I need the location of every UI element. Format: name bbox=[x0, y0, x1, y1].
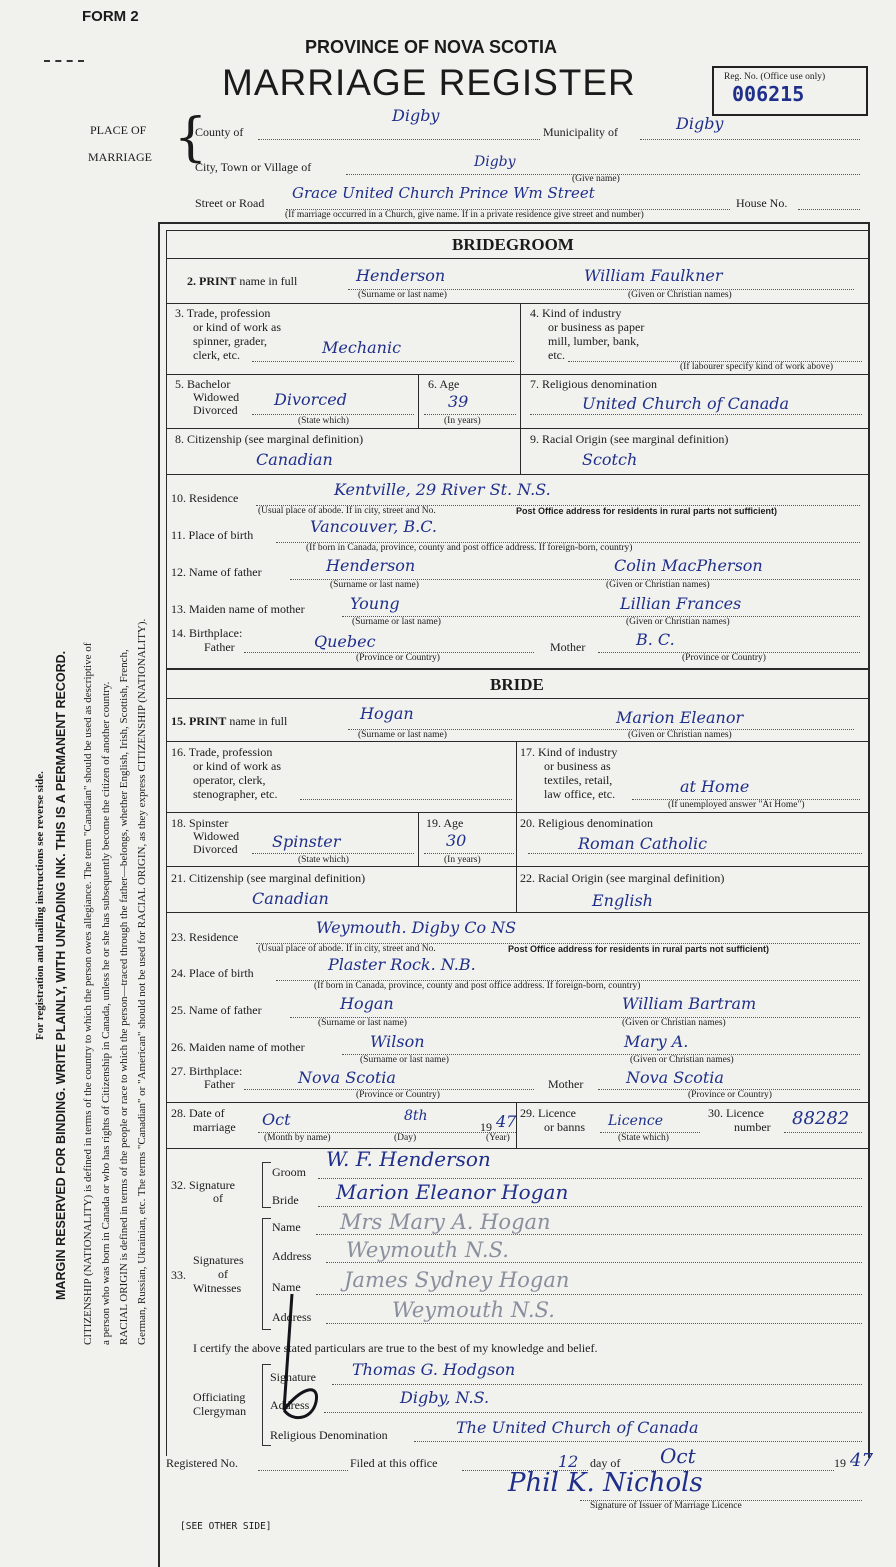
denomination-label: Religious Denomination bbox=[270, 1428, 388, 1442]
bride-father-label: 25. Name of father bbox=[171, 1003, 262, 1017]
groom-f3-l3: spinner, grader, bbox=[193, 334, 268, 348]
witness-label-1: Signatures bbox=[193, 1253, 244, 1267]
bride-res-note-a: (Usual place of abode. If in city, street and No. bbox=[258, 944, 436, 954]
day-caption: (Day) bbox=[394, 1133, 417, 1143]
bride-father-prov-cap: (Province or Country) bbox=[356, 1090, 440, 1100]
officiating-label-1: Officiating bbox=[193, 1390, 246, 1404]
bride-birthplace27-label: 27. Birthplace: bbox=[171, 1064, 243, 1078]
groom-father-label: 12. Name of father bbox=[171, 565, 262, 579]
clergy-sig-label: Signature bbox=[270, 1370, 316, 1384]
filed-year-prefix: 19 bbox=[834, 1456, 846, 1470]
groom-father-surname-cap: (Surname or last name) bbox=[330, 580, 419, 590]
groom-f14-mother: Mother bbox=[550, 640, 586, 654]
bride-mother-birthplace: Nova Scotia bbox=[626, 1068, 724, 1087]
witness1-address: Weymouth N.S. bbox=[346, 1238, 509, 1262]
sig-bracket bbox=[262, 1162, 271, 1208]
bride-birthplace-label: 24. Place of birth bbox=[171, 966, 254, 980]
bride-f16-l1: 16. Trade, profession bbox=[171, 745, 273, 759]
groom-given: William Faulkner bbox=[584, 266, 723, 285]
city-value: Digby bbox=[474, 154, 516, 170]
reg-number-label: Reg. No. (Office use only) bbox=[724, 72, 826, 82]
bride-racial-label: 22. Racial Origin (see marginal definition) bbox=[520, 871, 725, 885]
filed-label: Filed at this office bbox=[350, 1456, 438, 1470]
groom-racial: Scotch bbox=[582, 450, 638, 469]
groom-birthplace-label: 11. Place of birth bbox=[171, 528, 254, 542]
street-caption: (If marriage occurred in a Church, give name. If in a private residence give street and number) bbox=[285, 210, 644, 220]
groom-name-label: 2. PRINT name in full bbox=[187, 274, 298, 288]
dash-marks bbox=[44, 60, 84, 64]
reg-number-box bbox=[712, 66, 868, 116]
frame-inner-left bbox=[166, 230, 167, 1456]
bride-f16-l2: or kind of work as bbox=[193, 759, 281, 773]
municipality-value: Digby bbox=[676, 114, 724, 133]
bride-religion: Roman Catholic bbox=[578, 834, 708, 853]
w1-address-label: Address bbox=[272, 1249, 312, 1263]
clergy-signature: Thomas G. Hodgson bbox=[352, 1360, 516, 1379]
bride-mother-prov-cap: (Province or Country) bbox=[688, 1090, 772, 1100]
groom-f4-l4: etc. bbox=[548, 348, 565, 362]
filed-day: 12 bbox=[558, 1452, 579, 1471]
groom-heading: BRIDEGROOM bbox=[452, 235, 574, 254]
sig32-label-2: of bbox=[213, 1191, 223, 1205]
bride-f18-l3: Divorced bbox=[193, 842, 238, 856]
issuer-caption: Signature of Issuer of Marriage Licence bbox=[590, 1501, 742, 1511]
date-label-2: marriage bbox=[193, 1120, 236, 1134]
groom-mother-birthplace: B. C. bbox=[636, 630, 675, 649]
groom-racial-label: 9. Racial Origin (see marginal definition) bbox=[530, 432, 729, 446]
bride-signature: Marion Eleanor Hogan bbox=[336, 1180, 569, 1204]
witness-label-2: of bbox=[218, 1267, 228, 1281]
bride-father-surname-cap: (Surname or last name) bbox=[318, 1018, 407, 1028]
w2-address-label: Address bbox=[272, 1310, 312, 1324]
groom-surname: Henderson bbox=[356, 266, 446, 285]
groom-citizenship: Canadian bbox=[256, 450, 333, 469]
form-number: FORM 2 bbox=[82, 8, 139, 25]
bride-mother-surname-cap: (Surname or last name) bbox=[360, 1055, 449, 1065]
groom-in-years: (In years) bbox=[444, 416, 481, 426]
reg-number-value: 006215 bbox=[732, 82, 805, 106]
groom-religion: United Church of Canada bbox=[582, 394, 790, 413]
groom-father-surname: Henderson bbox=[326, 556, 416, 575]
bride-industry: at Home bbox=[680, 777, 750, 796]
issuer-signature: Phil K. Nichols bbox=[508, 1468, 703, 1498]
w1-name-label: Name bbox=[272, 1220, 301, 1234]
marriage-year: 47 bbox=[496, 1112, 517, 1131]
place-heading-2: MARRIAGE bbox=[88, 150, 153, 164]
groom-father-birthplace: Quebec bbox=[314, 632, 376, 651]
groom-mother-label: 13. Maiden name of mother bbox=[171, 602, 305, 616]
groom-f4-note: (If labourer specify kind of work above) bbox=[680, 362, 833, 372]
month-caption: (Month by name) bbox=[264, 1133, 331, 1143]
bride-given: Marion Eleanor bbox=[616, 708, 744, 727]
groom-trade: Mechanic bbox=[322, 338, 402, 357]
bride-mother-given-cap: (Given or Christian names) bbox=[630, 1055, 734, 1065]
groom-sig-label: Groom bbox=[272, 1165, 306, 1179]
bride-citizenship: Canadian bbox=[252, 889, 329, 908]
groom-mother-surname: Young bbox=[350, 594, 400, 613]
witness2-name: James Sydney Hogan bbox=[344, 1268, 570, 1292]
surname-caption: (Surname or last name) bbox=[358, 290, 447, 300]
groom-mother-given-cap: (Given or Christian names) bbox=[626, 617, 730, 627]
date-label-1: 28. Date of bbox=[171, 1106, 225, 1120]
groom-f3-l2: or kind of work as bbox=[193, 320, 281, 334]
groom-mother-given: Lillian Frances bbox=[620, 594, 742, 613]
filed-year: 47 bbox=[850, 1450, 873, 1471]
pen-mark bbox=[270, 1290, 340, 1430]
frame-right bbox=[868, 222, 870, 1458]
bride-f17-note: (If unemployed answer "At Home") bbox=[668, 800, 805, 810]
place-heading-1: PLACE OF bbox=[90, 123, 147, 137]
bride-mother-label: 26. Maiden name of mother bbox=[171, 1040, 305, 1054]
groom-f4-l3: mill, lumber, bank, bbox=[548, 334, 640, 348]
bride-father-given: William Bartram bbox=[622, 994, 757, 1013]
groom-res-note-a: (Usual place of abode. If in city, street and No. bbox=[258, 506, 436, 516]
margin-line-6: German, Russian, Ukrainian, etc. The terms "Canadian" or "American" should not be used for RACIAL ORIGIN, as they express CITIZENSHIP (NATIONALITY). bbox=[136, 618, 148, 1345]
groom-citizenship-label: 8. Citizenship (see marginal definition) bbox=[175, 432, 364, 446]
groom-f5-l3: Divorced bbox=[193, 403, 238, 417]
bride-father-surname: Hogan bbox=[340, 994, 394, 1013]
bride-racial: English bbox=[592, 891, 653, 910]
groom-birthplace: Vancouver, B.C. bbox=[310, 517, 437, 536]
frame-outer-left bbox=[158, 222, 160, 1567]
year-prefix: 19 bbox=[480, 1120, 492, 1134]
witness1-name: Mrs Mary A. Hogan bbox=[340, 1210, 551, 1234]
bride-f17-l4: law office, etc. bbox=[544, 787, 616, 801]
bride-age-label: 19. Age bbox=[426, 816, 464, 830]
margin-line-2: MARGIN RESERVED FOR BINDING. WRITE PLAINLY, WITH UNFADING INK. THIS IS A PERMANENT RECORD. bbox=[54, 650, 68, 1300]
bride-marital-status: Spinster bbox=[272, 832, 341, 851]
day-of-label: day of bbox=[590, 1456, 621, 1470]
page-title: MARRIAGE REGISTER bbox=[222, 62, 636, 103]
w2-name-label: Name bbox=[272, 1280, 301, 1294]
city-label: City, Town or Village of bbox=[195, 160, 312, 174]
bride-f16-l3: operator, clerk, bbox=[193, 773, 266, 787]
groom-religion-label: 7. Religious denomination bbox=[530, 377, 657, 391]
bride-f17-l1: 17. Kind of industry bbox=[520, 745, 618, 759]
licence-label-2: or banns bbox=[544, 1120, 585, 1134]
municipality-label: Municipality of bbox=[543, 125, 618, 139]
licence-number-label-2: number bbox=[734, 1120, 771, 1134]
bride-mother-given: Mary A. bbox=[624, 1032, 689, 1051]
groom-f4-l2: or business as paper bbox=[548, 320, 645, 334]
bride-res-note-b: Post Office address for residents in rural parts not sufficient) bbox=[508, 944, 770, 954]
licence-type: Licence bbox=[608, 1113, 664, 1129]
sig33-label: 33. bbox=[171, 1268, 186, 1282]
bride-surname: Hogan bbox=[360, 704, 414, 723]
province-title: PROVINCE OF NOVA SCOTIA bbox=[305, 37, 558, 57]
bride-f27-father: Father bbox=[204, 1077, 235, 1091]
groom-res-note-b: Post Office address for residents in rural parts not sufficient) bbox=[516, 506, 778, 516]
licence-label-1: 29. Licence bbox=[520, 1106, 576, 1120]
bride-birth-note: (If born in Canada, province, county and post office address. If foreign-born, country) bbox=[314, 981, 641, 991]
groom-residence-label: 10. Residence bbox=[171, 491, 239, 505]
bride-sig-label: Bride bbox=[272, 1193, 299, 1207]
margin-line-3: CITIZENSHIP (NATIONALITY) is defined in terms of the country to which the person owes allegiance. The term "Canadian" should be used as descriptive of bbox=[82, 642, 94, 1345]
groom-state-which: (State which) bbox=[298, 416, 349, 426]
bride-mother-surname: Wilson bbox=[370, 1032, 425, 1051]
groom-f3-l4: clerk, etc. bbox=[193, 348, 240, 362]
bride-heading: BRIDE bbox=[490, 675, 544, 694]
bride-surname-cap: (Surname or last name) bbox=[358, 730, 447, 740]
groom-father-given-cap: (Given or Christian names) bbox=[606, 580, 710, 590]
bride-citizenship-label: 21. Citizenship (see marginal definition) bbox=[171, 871, 366, 885]
groom-f5-l1: 5. Bachelor bbox=[175, 377, 231, 391]
groom-age: 39 bbox=[448, 392, 469, 411]
groom-father-given: Colin MacPherson bbox=[614, 556, 763, 575]
year-caption: (Year) bbox=[486, 1133, 510, 1143]
street-value: Grace United Church Prince Wm Street bbox=[292, 184, 595, 202]
groom-birth-note: (If born in Canada, province, county and post office address. If foreign-born, country) bbox=[306, 543, 633, 553]
bride-f17-l3: textiles, retail, bbox=[544, 773, 613, 787]
clergy-address-label: Address bbox=[270, 1398, 310, 1412]
clergy-denomination: The United Church of Canada bbox=[456, 1418, 699, 1437]
bride-f27-mother: Mother bbox=[548, 1077, 584, 1091]
bride-father-birthplace: Nova Scotia bbox=[298, 1068, 396, 1087]
house-label: House No. bbox=[736, 196, 788, 210]
place-brace: { bbox=[174, 108, 208, 168]
city-caption: (Give name) bbox=[572, 174, 620, 184]
frame-top bbox=[158, 222, 870, 224]
county-value: Digby bbox=[392, 106, 440, 125]
county-label: County of bbox=[195, 125, 244, 139]
filed-month: Oct bbox=[660, 1444, 696, 1468]
margin-line-1: For registration and mailing instructions see reverse side. bbox=[34, 771, 46, 1040]
groom-age-label: 6. Age bbox=[428, 377, 460, 391]
bride-state-which: (State which) bbox=[298, 855, 349, 865]
registered-no-label: Registered No. bbox=[166, 1456, 238, 1470]
groom-mother-prov-cap: (Province or Country) bbox=[682, 653, 766, 663]
bride-residence-label: 23. Residence bbox=[171, 930, 239, 944]
sig32-label-1: 32. Signature bbox=[171, 1178, 235, 1192]
bride-residence: Weymouth. Digby Co NS bbox=[316, 918, 517, 937]
groom-f5-l2: Widowed bbox=[193, 390, 240, 404]
see-other-side: [SEE OTHER SIDE] bbox=[180, 1521, 272, 1532]
groom-signature: W. F. Henderson bbox=[326, 1147, 491, 1171]
bride-f16-l4: stenographer, etc. bbox=[193, 787, 278, 801]
groom-f4-l1: 4. Kind of industry bbox=[530, 306, 622, 320]
groom-mother-surname-cap: (Surname or last name) bbox=[352, 617, 441, 627]
bride-f17-l2: or business as bbox=[544, 759, 611, 773]
bride-name-label: 15. PRINT name in full bbox=[171, 714, 288, 728]
witness-label-3: Witnesses bbox=[193, 1281, 242, 1295]
clergy-address: Digby, N.S. bbox=[400, 1388, 490, 1407]
marriage-month: Oct bbox=[262, 1110, 291, 1129]
bride-in-years: (In years) bbox=[444, 855, 481, 865]
groom-birthplace14-label: 14. Birthplace: bbox=[171, 626, 243, 640]
bride-birthplace: Plaster Rock. N.B. bbox=[328, 955, 476, 974]
groom-marital-status: Divorced bbox=[274, 390, 347, 409]
marriage-day: 8th bbox=[404, 1108, 428, 1124]
groom-f3-l1: 3. Trade, profession bbox=[175, 306, 271, 320]
bride-f18-l2: Widowed bbox=[193, 829, 240, 843]
given-caption: (Given or Christian names) bbox=[628, 290, 732, 300]
groom-residence: Kentville, 29 River St. N.S. bbox=[334, 480, 551, 499]
street-label: Street or Road bbox=[195, 196, 265, 210]
margin-line-4: a person who was born in Canada or who has rights of Citizenship in Canada, unless he or she has subsequently become the citizen of another country. bbox=[100, 681, 112, 1345]
bride-age: 30 bbox=[446, 831, 467, 850]
bride-religion-label: 20. Religious denomination bbox=[520, 816, 653, 830]
licence-number: 88282 bbox=[792, 1108, 850, 1129]
bride-father-given-cap: (Given or Christian names) bbox=[622, 1018, 726, 1028]
bride-f18-l1: 18. Spinster bbox=[171, 816, 229, 830]
certify-text: I certify the above stated particulars are true to the best of my knowledge and belief. bbox=[193, 1341, 598, 1355]
groom-father-prov-cap: (Province or Country) bbox=[356, 653, 440, 663]
margin-line-5: RACIAL ORIGIN is defined in terms of the people or race to which the person—traced through the father—belongs, whether English, Irish, Scottish, French, bbox=[118, 649, 130, 1345]
groom-f14-father: Father bbox=[204, 640, 235, 654]
witness2-address: Weymouth N.S. bbox=[392, 1298, 555, 1322]
licence-state-which: (State which) bbox=[618, 1133, 669, 1143]
licence-number-label-1: 30. Licence bbox=[708, 1106, 764, 1120]
officiating-label-2: Clergyman bbox=[193, 1404, 247, 1418]
bride-given-cap: (Given or Christian names) bbox=[628, 730, 732, 740]
